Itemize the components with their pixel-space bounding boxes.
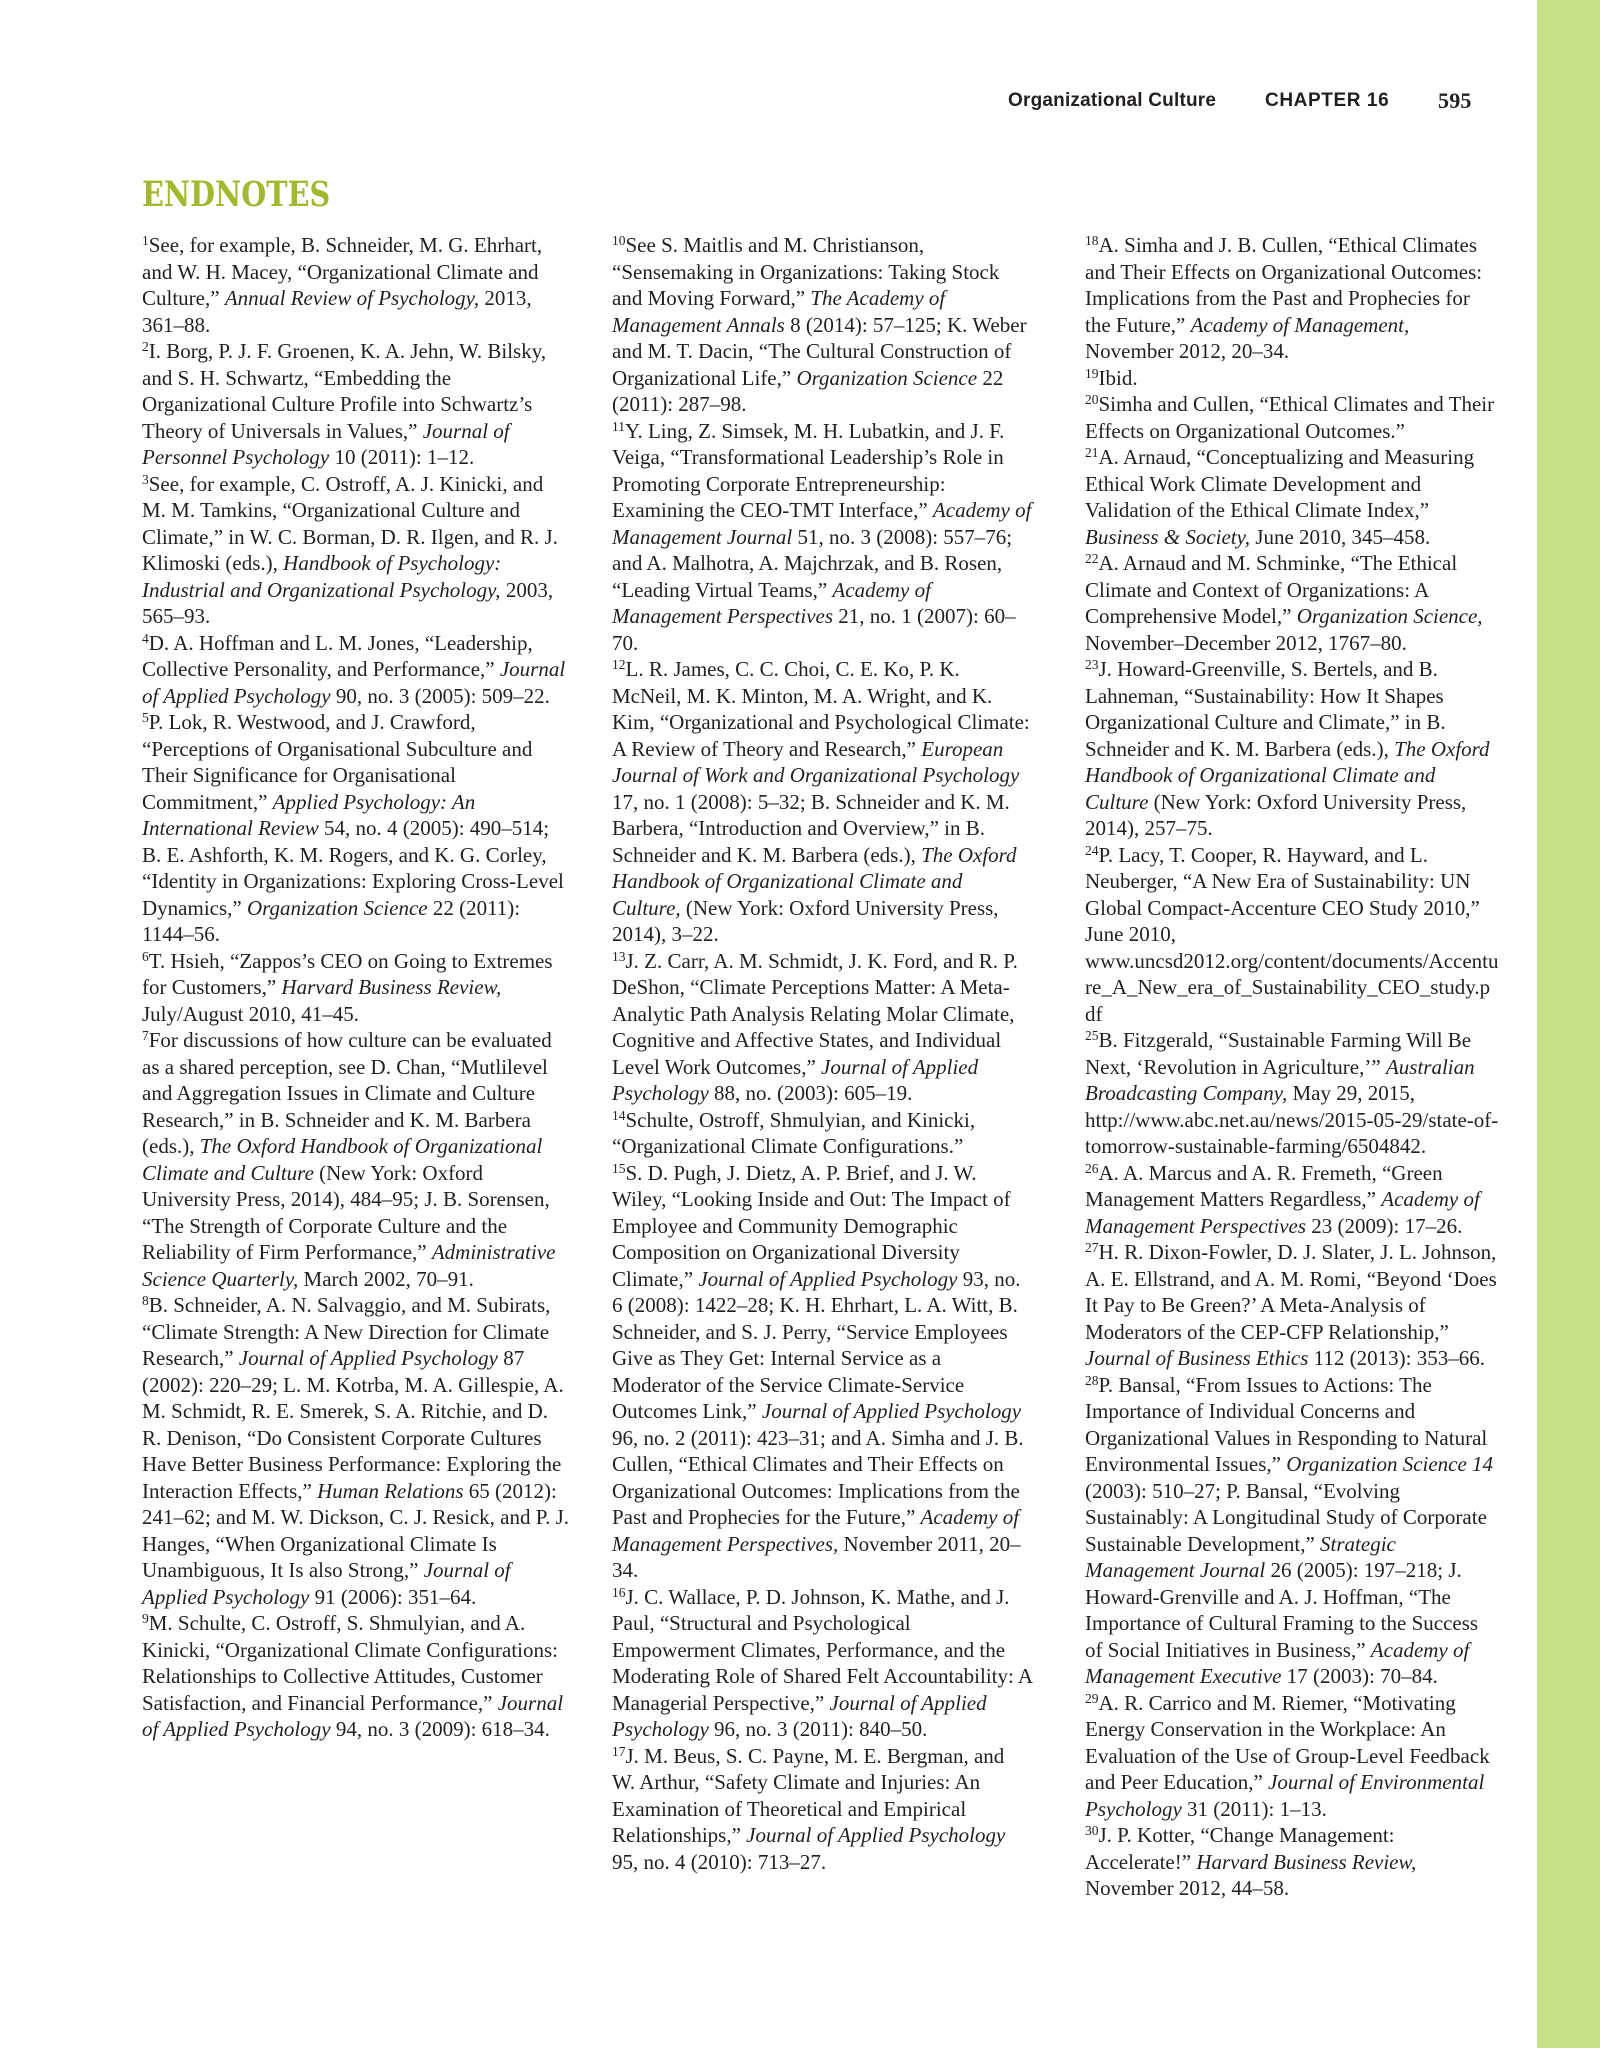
endnote-number: 20 [1085, 392, 1099, 407]
endnote-text: A. Arnaud and M. Schminke, “The Ethical Climate and Context of Organizations: A Comprehensive Model,” [1085, 551, 1458, 628]
endnote-14 [612, 1107, 1032, 1160]
endnote-text: M. Schulte, C. Ostroff, S. Shmulyian, and A. Kinicki, “Organizational Climate Configurations: Relationships to Collective Attitudes, Customer Satisfaction, and Financial Performance,” [142, 1611, 559, 1715]
endnote-text: 2013, 361–88. [142, 286, 532, 337]
endnote-text: May 29, 2015, http://www.abc.net.au/news/2015-05-29/state-of-tomorrow-sustainable-farming/6504842. [1085, 1081, 1499, 1158]
endnote-number: 2 [142, 339, 149, 354]
endnote-italic-title: Harvard Business Review, [1196, 1849, 1417, 1874]
endnote-text: 23 (2009): 17–26. [1306, 1213, 1463, 1238]
endnote-text: P. Lacy, T. Cooper, R. Hayward, and L. Neuberger, “A New Era of Sustainability: UN Global Compact-Accenture CEO Study 2010,” June 2010, www.uncsd2012.org/content/documents/Accenture_A_New_era_of_Sustainability_CEO_study.pdf [1085, 842, 1499, 1026]
endnote-number: 30 [1085, 1823, 1099, 1838]
endnote-text: 95, no. 4 (2010): 713–27. [612, 1849, 827, 1874]
endnote-text: 112 (2013): 353–66. [1308, 1346, 1485, 1370]
endnote-number: 7 [142, 1028, 149, 1043]
endnote-text: B. Fitzgerald, “Sustainable Farming Will Be Next, ‘Revolution in Agriculture,’” [1085, 1028, 1472, 1079]
endnote-italic-title: Academy of Management Executive [1085, 1637, 1470, 1688]
endnote-text: 26 (2005): 197–218; J. Howard-Grenville and A. J. Hoffman, “The Importance of Cultural Framing to the Success of Social Initiatives in Business,” [1085, 1558, 1479, 1662]
page-edge-bar [1537, 0, 1600, 2048]
endnote-text: S. D. Pugh, J. Dietz, A. P. Brief, and J. W. Wiley, “Looking Inside and Out: The Impact of Employee and Community Demographic Composition on Organizational Diversity Climate,” [612, 1160, 1011, 1291]
endnote-text: 31 (2011): 1–13. [1181, 1796, 1327, 1821]
endnote-text: See, for example, B. Schneider, M. G. Ehrhart, and W. H. Macey, “Organizational Climate and Culture,” [142, 233, 543, 310]
endnote-number: 12 [612, 657, 626, 672]
endnote-text: P. Bansal, “From Issues to Actions: The Importance of Individual Concerns and Organizational Values in Responding to Natural Environmental Issues,” [1085, 1372, 1488, 1476]
endnote-italic-title: Journal of Applied Psychology [142, 1690, 564, 1741]
endnote-text: (New York: Oxford University Press, 2014), 484–95; J. B. Sorensen, “The Strength of Corporate Culture and the Reliability of Firm Performance,” [142, 1160, 550, 1264]
endnote-italic-title: Administrative Science Quarterly, [142, 1240, 556, 1291]
endnote-24 [1085, 842, 1500, 1028]
endnotes-column-1 [142, 232, 569, 1743]
endnote-text: 10 (2011): 1–12. [329, 445, 475, 469]
endnote-italic-title: European Journal of Work and Organizational Psychology [612, 736, 1020, 787]
endnote-text: For discussions of how culture can be evaluated as a shared perception, see D. Chan, “Mutlilevel and Aggregation Issues in Climate and Culture Research,” in B. Schneider and K. M. Barbera (eds.), [142, 1028, 552, 1158]
endnote-text: 22 (2011): 1144–56. [142, 895, 521, 946]
endnote-10 [612, 232, 1032, 418]
endnote-text: A. A. Marcus and A. R. Fremeth, “Green Management Matters Regardless,” [1085, 1160, 1443, 1211]
endnote-22 [1085, 550, 1500, 656]
endnote-number: 23 [1085, 657, 1099, 672]
endnote-number: 6 [142, 948, 149, 964]
endnote-text: (2003): 510–27; P. Bansal, “Evolving Sustainably: A Longitudinal Study of Corporate Sustainable Development,” [1085, 1478, 1487, 1556]
endnote-number: 8 [142, 1293, 149, 1308]
endnote-number: 13 [612, 948, 626, 964]
endnote-text: Y. Ling, Z. Simsek, M. H. Lubatkin, and J. F. Veiga, “Transformational Leadership’s Role in Promoting Corporate Entrepreneurship: Examining the CEO-TMT Interface,” [612, 418, 1005, 522]
endnote-italic-title: Journal of Applied Psychology [238, 1346, 498, 1370]
endnote-text: A. Arnaud, “Conceptualizing and Measuring Ethical Work Climate Development and Validation of the Ethical Climate Index,” [1085, 445, 1475, 522]
endnote-29 [1085, 1690, 1500, 1823]
endnote-5 [142, 709, 569, 948]
endnote-number: 24 [1085, 842, 1099, 858]
endnote-text: B. Schneider, A. N. Salvaggio, and M. Subirats, “Climate Strength: A New Direction for Climate Research,” [142, 1293, 551, 1370]
endnote-text: Schulte, Ostroff, Shmulyian, and Kinicki, “Organizational Climate Configurations.” [612, 1107, 976, 1158]
endnote-text: 21, no. 1 (2007): 60–70. [612, 604, 1016, 655]
endnote-italic-title: Journal of Applied Psychology [612, 1054, 979, 1105]
endnote-italic-title: Journal of Applied Psychology [761, 1399, 1022, 1423]
endnote-7 [142, 1027, 569, 1292]
endnote-italic-title: Annual Review of Psychology, [224, 286, 480, 310]
endnote-number: 22 [1085, 551, 1099, 566]
endnote-italic-title: Organization Science, [1296, 604, 1483, 628]
endnote-italic-title: Academy of Management Perspectives [1085, 1187, 1480, 1238]
page-number: 595 [1438, 88, 1472, 113]
endnote-number: 17 [612, 1743, 626, 1759]
endnote-text: 17 (2003): 70–84. [1281, 1664, 1438, 1688]
endnote-number: 27 [1085, 1240, 1099, 1255]
endnote-number: 4 [142, 630, 149, 646]
endnote-6 [142, 948, 569, 1028]
endnote-21 [1085, 444, 1500, 550]
endnote-italic-title: Australian Broadcasting Company, [1085, 1054, 1475, 1105]
endnote-1 [142, 232, 569, 338]
endnote-number: 26 [1085, 1160, 1099, 1176]
endnotes-column-2 [612, 232, 1032, 1875]
endnote-text: June 2010, 345–458. [1250, 524, 1431, 549]
endnote-number: 29 [1085, 1690, 1099, 1706]
endnote-text: 51, no. 3 (2008): 557–76; and A. Malhotra, A. Majchrzak, and B. Rosen, “Leading Virtual Teams,” [612, 524, 1013, 602]
endnote-number: 14 [612, 1107, 626, 1123]
endnote-text: 8 (2014): 57–125; K. Weber and M. T. Dacin, “The Cultural Construction of Organizational Life,” [612, 312, 1027, 390]
endnote-4 [142, 630, 569, 710]
endnote-italic-title: The Oxford Handbook of Organizational Climate and Culture [142, 1134, 543, 1185]
endnote-italic-title: Human Relations [317, 1478, 464, 1503]
endnote-text: Simha and Cullen, “Ethical Climates and Their Effects on Organizational Outcomes.” [1085, 392, 1495, 443]
endnote-text: November 2012, 20–34. [1085, 339, 1290, 363]
endnote-30 [1085, 1822, 1500, 1902]
endnote-italic-title: Handbook of Psychology: Industrial and Organizational Psychology, [142, 551, 502, 602]
endnote-26 [1085, 1160, 1500, 1240]
endnote-25 [1085, 1027, 1500, 1160]
endnote-16 [612, 1584, 1032, 1743]
endnote-text: 96, no. 3 (2011): 840–50. [708, 1717, 928, 1741]
endnote-text: (New York: Oxford University Press, 2014), 257–75. [1085, 789, 1467, 840]
endnote-text: 91 (2006): 351–64. [309, 1584, 477, 1609]
endnote-8 [142, 1292, 569, 1610]
endnote-text: J. Howard-Greenville, S. Bertels, and B. Lahneman, “Sustainability: How It Shapes Organizational Culture and Climate,” in B. Schneider and K. M. Barbera (eds.), [1085, 657, 1446, 761]
endnote-text: D. A. Hoffman and L. M. Jones, “Leadership, Collective Personality, and Performance,” [142, 630, 533, 681]
endnote-12 [612, 656, 1032, 948]
endnote-number: 28 [1085, 1372, 1099, 1388]
endnote-text: J. P. Kotter, “Change Management: Accelerate!” [1085, 1823, 1395, 1874]
endnote-text: 65 (2012): 241–62; and M. W. Dickson, C. J. Resick, and P. J. Hanges, “When Organizational Climate Is Unambiguous, It Is also Strong,” [142, 1478, 570, 1582]
endnote-italic-title: Journal of Personnel Psychology [142, 418, 510, 469]
running-head-section: Organizational Culture [1008, 90, 1217, 111]
endnote-17 [612, 1743, 1032, 1876]
endnote-text: (New York: Oxford University Press, 2014), 3–22. [612, 895, 999, 946]
endnote-text: I. Borg, P. J. F. Groenen, K. A. Jehn, W. Bilsky, and S. H. Schwartz, “Embedding the Organizational Culture Profile into Schwartz’s Theory of Universals in Values,” [142, 339, 547, 443]
endnote-italic-title: Organization Science [796, 365, 978, 390]
endnote-23 [1085, 656, 1500, 842]
endnote-italic-title: Journal of Environmental Psychology [1085, 1770, 1485, 1821]
endnote-3 [142, 471, 569, 630]
endnote-number: 16 [612, 1584, 626, 1600]
endnote-italic-title: Academy of Management, [1190, 312, 1410, 337]
endnote-18 [1085, 232, 1500, 365]
endnote-text: See, for example, C. Ostroff, A. J. Kinicki, and M. M. Tamkins, “Organizational Culture and Climate,” in W. C. Borman, D. R. Ilgen, and R. J. Klimoski (eds.), [142, 471, 558, 575]
endnote-italic-title: Business & Society, [1085, 524, 1251, 549]
endnote-text: A. R. Carrico and M. Riemer, “Motivating Energy Conservation in the Workplace: An Evaluation of the Use of Group-Level Feedback and Peer Education,” [1085, 1690, 1490, 1794]
endnote-text: November 2011, 20–34. [612, 1531, 1021, 1582]
endnotes-column-3 [1085, 232, 1500, 1902]
endnote-text: See S. Maitlis and M. Christianson, “Sensemaking in Organizations: Taking Stock and Moving Forward,” [612, 233, 1000, 310]
endnote-italic-title: Academy of Management Perspectives, [612, 1505, 1020, 1556]
endnote-text: 88, no. (2003): 605–19. [708, 1081, 913, 1105]
endnote-number: 18 [1085, 233, 1099, 248]
endnote-text: 2003, 565–93. [142, 577, 554, 628]
endnote-20 [1085, 391, 1500, 444]
endnote-text: 54, no. 4 (2005): 490–514; B. E. Ashforth, K. M. Rogers, and K. G. Corley, “Identity in Organizations: Exploring Cross-Level Dynamics,” [142, 816, 564, 920]
endnote-text: 94, no. 3 (2009): 618–34. [330, 1717, 550, 1741]
endnote-2 [142, 338, 569, 471]
endnote-italic-title: Journal of Applied Psychology [142, 1558, 511, 1609]
endnotes-heading: ENDNOTES [142, 174, 331, 215]
endnote-italic-title: The Oxford Handbook of Organizational Climate and Culture, [612, 842, 1017, 920]
endnote-italic-title: Strategic Management Journal [1085, 1531, 1396, 1582]
endnote-italic-title: Journal of Applied Psychology [612, 1690, 987, 1741]
endnote-number: 25 [1085, 1028, 1099, 1043]
endnote-text: November 2012, 44–58. [1085, 1876, 1290, 1900]
endnote-11 [612, 418, 1032, 657]
endnote-text: A. Simha and J. B. Cullen, “Ethical Climates and Their Effects on Organizational Outcomes: Implications from the Past and Prophecies for the Future,” [1085, 233, 1483, 337]
endnote-text: 17, no. 1 (2008): 5–32; B. Schneider and K. M. Barbera, “Introduction and Overview,” in B. Schneider and K. M. Barbera (eds.), [612, 789, 1010, 867]
endnote-text: T. Hsieh, “Zappos’s CEO on Going to Extremes for Customers,” [142, 948, 553, 999]
endnote-9 [142, 1610, 569, 1743]
endnote-text: March 2002, 70–91. [298, 1266, 474, 1291]
endnote-19 [1085, 365, 1500, 392]
endnote-italic-title: The Oxford Handbook of Organizational Climate and Culture [1085, 736, 1490, 814]
endnote-italic-title: Applied Psychology: An International Review [142, 789, 476, 840]
running-head-chapter: CHAPTER 16 [1265, 90, 1390, 111]
endnote-text: J. C. Wallace, P. D. Johnson, K. Mathe, and J. Paul, “Structural and Psychological Empowerment Climates, Performance, and the Moderating Role of Shared Felt Accountability: A Managerial Perspective,” [612, 1584, 1032, 1715]
endnote-number: 5 [142, 710, 149, 725]
endnote-text: L. R. James, C. C. Choi, C. E. Ko, P. K. McNeil, M. K. Minton, M. A. Wright, and K. Kim, “Organizational and Psychological Climate: A Review of Theory and Research,” [612, 657, 1030, 761]
endnote-text: H. R. Dixon-Fowler, D. J. Slater, J. L. Johnson, A. E. Ellstrand, and A. M. Romi, “Beyond ‘Does It Pay to Be Green?’ A Meta-Analysis of Moderators of the CEP-CFP Relationship,” [1085, 1240, 1497, 1344]
endnote-text: 87 (2002): 220–29; L. M. Kotrba, M. A. Gillespie, A. M. Schmidt, R. E. Smerek, S. A. Ritchie, and D. R. Denison, “Do Consistent Corporate Cultures Have Better Business Performance: Exploring the Interaction Effects,” [142, 1346, 564, 1503]
endnote-italic-title: Academy of Management Journal [612, 498, 1032, 549]
endnote-italic-title: Journal of Applied Psychology [698, 1266, 958, 1291]
endnote-italic-title: Organization Science 14 [1286, 1452, 1494, 1476]
endnote-italic-title: Organization Science [246, 895, 428, 920]
endnote-15 [612, 1160, 1032, 1584]
endnote-text: J. M. Beus, S. C. Payne, M. E. Bergman, and W. Arthur, “Safety Climate and Injuries: An Examination of Theoretical and Empirical Relationships,” [612, 1743, 1005, 1847]
endnote-number: 10 [612, 233, 626, 248]
endnote-text: 90, no. 3 (2005): 509–22. [330, 683, 550, 708]
endnote-italic-title: Journal of Business Ethics [1085, 1346, 1309, 1370]
endnote-italic-title: Journal of Applied Psychology [746, 1823, 1006, 1847]
endnote-28 [1085, 1372, 1500, 1690]
endnote-number: 3 [142, 471, 149, 487]
endnote-text: Ibid. [1098, 365, 1138, 390]
endnote-27 [1085, 1239, 1500, 1372]
endnote-text: July/August 2010, 41–45. [142, 1001, 360, 1026]
endnote-italic-title: Academy of Management Perspectives [612, 577, 931, 628]
endnote-italic-title: The Academy of Management Annals [612, 286, 946, 337]
endnote-number: 1 [142, 233, 149, 248]
endnote-number: 21 [1085, 445, 1099, 460]
endnote-text: 96, no. 2 (2011): 423–31; and A. Simha and J. B. Cullen, “Ethical Climates and Their Effects on Organizational Outcomes: Implications from the Past and Prophecies for the Future,” [612, 1425, 1024, 1529]
endnote-number: 9 [142, 1611, 149, 1626]
endnote-text: P. Lok, R. Westwood, and J. Crawford, “Perceptions of Organisational Subculture and Their Significance for Organisational Commitment,” [142, 710, 533, 814]
endnote-number: 11 [612, 418, 625, 434]
endnote-text: J. Z. Carr, A. M. Schmidt, J. K. Ford, and R. P. DeShon, “Climate Perceptions Matter: A Meta-Analytic Path Analysis Relating Molar Climate, Cognitive and Affective States, and Individual Level Work Outcomes,” [612, 948, 1018, 1079]
endnote-13 [612, 948, 1032, 1107]
endnote-text: 22 (2011): 287–98. [612, 365, 1004, 416]
endnote-number: 15 [612, 1160, 626, 1176]
endnote-number: 19 [1085, 365, 1099, 381]
endnote-text: November–December 2012, 1767–80. [1085, 630, 1407, 655]
endnote-text: 93, no. 6 (2008): 1422–28; K. H. Ehrhart, L. A. Witt, B. Schneider, and S. J. Perry, “Service Employees Give as They Get: Internal Service as a Moderator of the Service Climate-Service Outcomes Link,” [612, 1266, 1021, 1423]
endnote-italic-title: Journal of Applied Psychology [142, 657, 566, 708]
endnote-italic-title: Harvard Business Review, [281, 975, 502, 999]
